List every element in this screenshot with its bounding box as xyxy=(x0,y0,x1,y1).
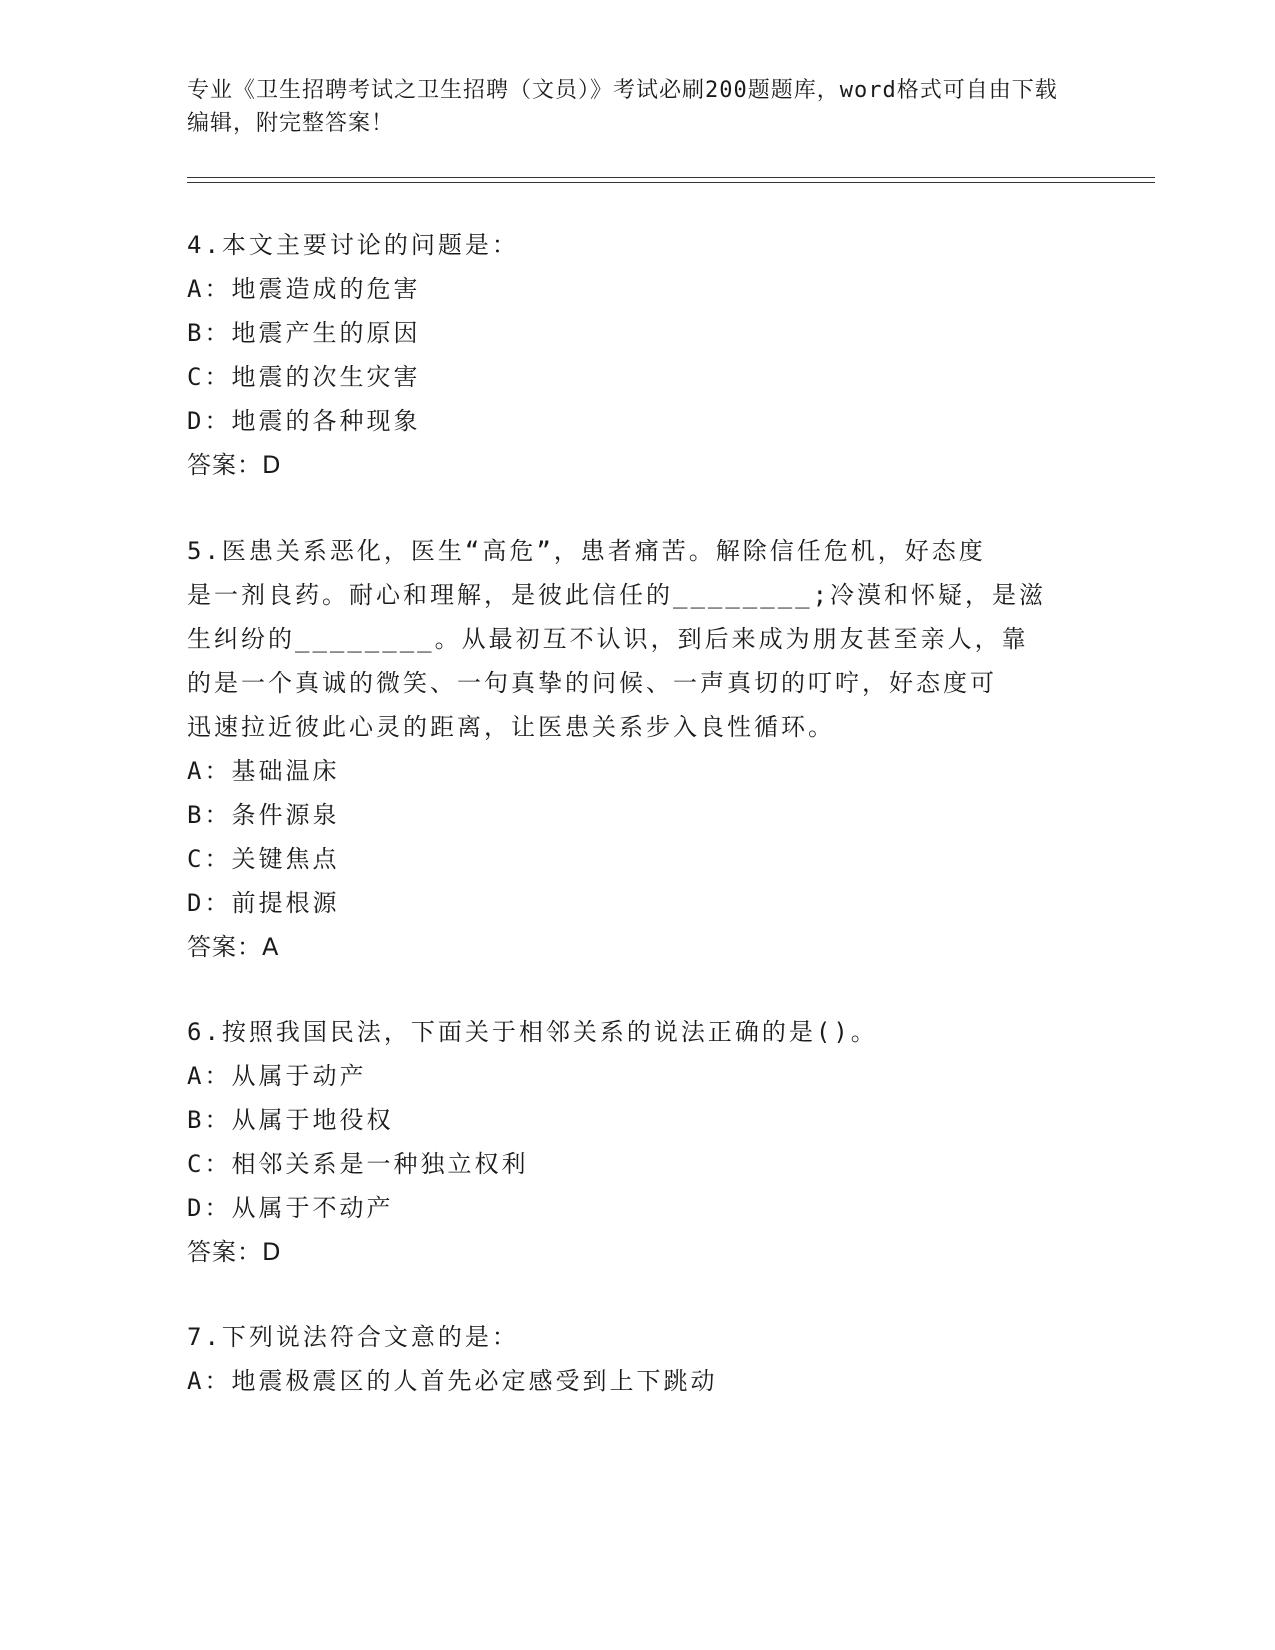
question-4-option-c: C：地震的次生灾害 xyxy=(187,363,421,391)
header-divider-bottom xyxy=(187,182,1155,183)
question-6-option-b: B：从属于地役权 xyxy=(187,1106,394,1134)
document-header: 专业《卫生招聘考试之卫生招聘（文员）》考试必刷200题题库，word格式可自由下载编辑，附完整答案！ xyxy=(187,78,1058,136)
question-5-stem-line-3: 生纠纷的________。从最初互不认识，到后来成为朋友甚至亲人，靠 xyxy=(187,625,1029,653)
question-6-option-d: D：从属于不动产 xyxy=(187,1194,394,1222)
question-5-option-c: C：关键焦点 xyxy=(187,845,340,873)
question-4-option-d: D：地震的各种现象 xyxy=(187,407,421,435)
question-6-option-a: A：从属于动产 xyxy=(187,1062,367,1090)
question-5-option-b: B：条件源泉 xyxy=(187,801,340,829)
question-6-answer: 答案：D xyxy=(187,1238,282,1266)
question-5-option-a: A：基础温床 xyxy=(187,757,340,785)
question-4-option-b: B：地震产生的原因 xyxy=(187,319,421,347)
question-5-stem-line-5: 迅速拉近彼此心灵的距离，让医患关系步入良性循环。 xyxy=(187,713,835,741)
question-5-stem-line-2: 是一剂良药。耐心和理解，是彼此信任的________;冷漠和怀疑，是滋 xyxy=(187,581,1047,609)
question-5-stem-line-4: 的是一个真诚的微笑、一句真挚的问候、一声真切的叮咛，好态度可 xyxy=(187,669,997,697)
question-4-answer: 答案：D xyxy=(187,451,282,479)
question-5-stem-line-1: 5.医患关系恶化，医生“高危”，患者痛苦。解除信任危机，好态度 xyxy=(187,537,986,565)
header-divider-top xyxy=(187,177,1155,178)
question-5-answer: 答案：A xyxy=(187,933,280,961)
question-6-stem: 6.按照我国民法，下面关于相邻关系的说法正确的是()。 xyxy=(187,1018,878,1046)
question-4-stem: 4.本文主要讨论的问题是： xyxy=(187,231,519,259)
question-4-option-a: A：地震造成的危害 xyxy=(187,275,421,303)
question-6-option-c: C：相邻关系是一种独立权利 xyxy=(187,1150,529,1178)
question-5-option-d: D：前提根源 xyxy=(187,889,340,917)
question-7-option-a: A：地震极震区的人首先必定感受到上下跳动 xyxy=(187,1367,718,1395)
question-7-stem: 7.下列说法符合文意的是： xyxy=(187,1323,519,1351)
